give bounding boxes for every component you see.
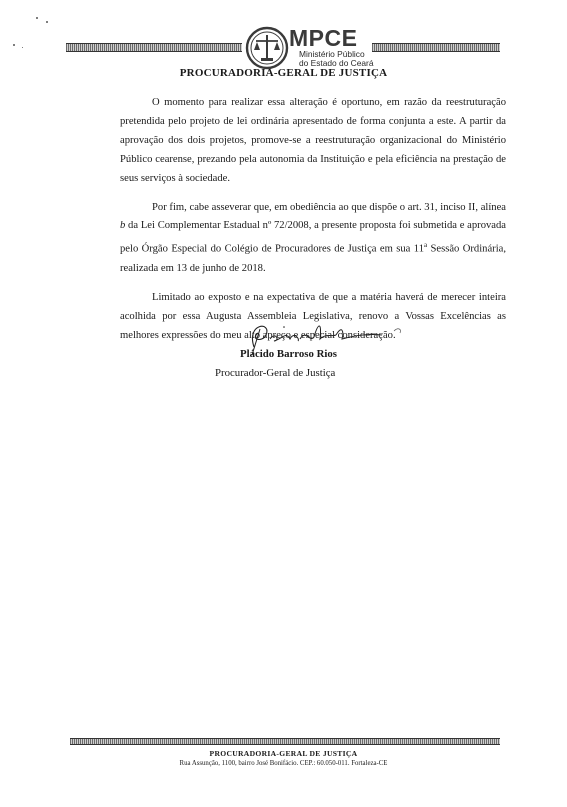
scan-speck (36, 17, 38, 19)
page-title: PROCURADORIA-GERAL DE JUSTIÇA (179, 67, 388, 79)
paragraph-3: Limitado ao exposto e na expectativa de que a matéria haverá de merecer inteira acolhida por essa Augusta Assembleia Legislativa, renovo a Vossas Excelências as melhores expressões do meu alto apreço e especial consideração. (120, 291, 506, 341)
paragraph-1: O momento para realizar essa alteração é oportuno, em razão da reestruturação pretendida pelo projeto de lei ordinária apresentado de forma conjunta a este. A partir da aprovação dos dois projetos, promove-se a reestruturação organizacional do Ministério Público cearense, prezando pela autonomia da Instituição e pela eficiência na prestação de seus serviços à sociedade. (120, 97, 506, 184)
brand-line-1: Ministério Público (299, 49, 365, 59)
footer-address: Rua Assunção, 1100, bairro José Bonifácio. CEP.: 60.050-011. Fortaleza-CE (179, 760, 388, 767)
scan-speck (13, 44, 15, 46)
signer-name: Plácido Barroso Rios (240, 348, 337, 360)
footer-rule (70, 738, 500, 745)
brand-name: MPCE (289, 25, 358, 51)
scales-of-justice-icon (245, 26, 289, 70)
paragraph-2-part-3: Sessão Ordinária, realizada em 13 de junho de 2018. (120, 243, 506, 274)
header-rule-left (66, 43, 242, 52)
paragraph-2-part-2: da Lei Complementar Estadual nº 72/2008, a presente proposta foi submetida e aprovada pelo Órgão Especial do Colégio de Procuradores de Justiça em sua 11 (120, 220, 506, 255)
footer-title: PROCURADORIA-GERAL DE JUSTIÇA (209, 749, 358, 758)
scan-speck (22, 47, 23, 48)
paragraph-2-italic: b (120, 220, 126, 232)
scan-speck (46, 21, 48, 23)
header-rule-right (372, 43, 500, 52)
signer-role: Procurador-Geral de Justiça (215, 367, 336, 379)
paragraph-2-part-1: Por fim, cabe asseverar que, em obediência ao que dispõe o art. 31, inciso II, alínea (152, 201, 506, 213)
paragraph-2 (120, 199, 506, 279)
brand-line-2: do Estado do Ceará (299, 58, 374, 68)
paragraph-2-superscript: a (424, 241, 428, 250)
